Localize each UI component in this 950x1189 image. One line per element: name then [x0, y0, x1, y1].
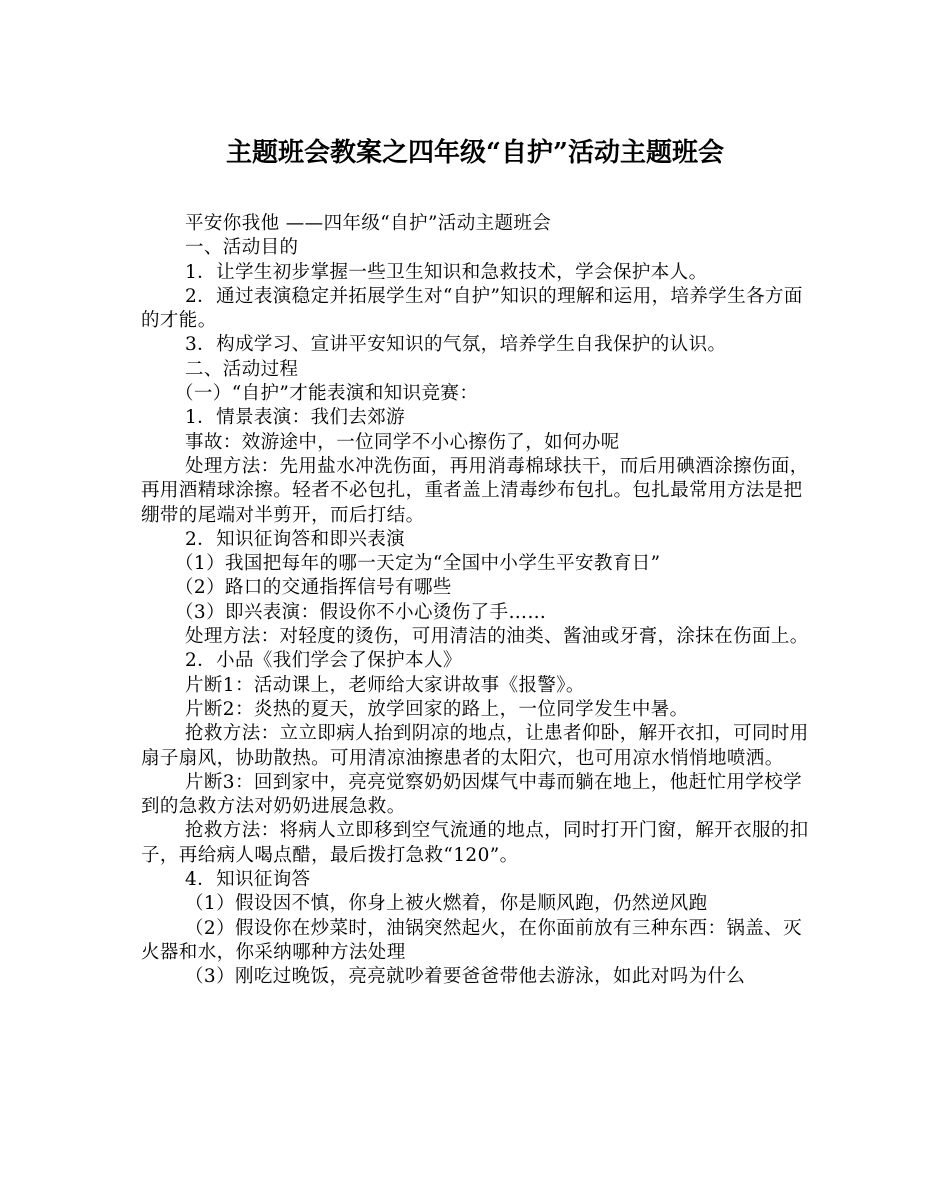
paragraph: （3）即兴表演：假设你不小心烫伤了手……: [175, 601, 547, 623]
paragraph: 片断3：回到家中，亮亮觉察奶奶因煤气中毒而躺在地上，他赶忙用学校学到的急救方法对奶奶进展急救。: [141, 771, 802, 818]
paragraph: （3）刚吃过晚饭，亮亮就吵着要爸爸带他去游泳，如此对吗为什么: [185, 966, 746, 988]
paragraph: 抢救方法：将病人立即移到空气流通的地点，同时打开门窗，解开衣服的扣子，再给病人喝点醋，最后拨打急救“120”。: [141, 820, 809, 866]
paragraph: 抢救方法：立立即病人抬到阴凉的地点，让患者仰卧，解开衣扣，可同时用扇子扇风，协助散热。可用清凉油擦患者的太阳穴，也可用凉水悄悄地喷洒。: [141, 723, 809, 769]
paragraph: 3．构成学习、宣讲平安知识的气氛，培养学生自我保护的认识。: [185, 334, 727, 356]
paragraph: 2．小品《我们学会了保护本人》: [185, 650, 462, 672]
paragraph: 4．知识征询答: [185, 869, 311, 891]
paragraph: 平安你我他 ——四年级“自护”活动主题班会: [185, 213, 552, 234]
paragraph: 1．让学生初步掌握一些卫生知识和急救技术，学会保护本人。: [185, 261, 708, 283]
document-title: 主题班会教案之四年级“自护”活动主题班会: [226, 138, 724, 168]
paragraph: 2．知识征询答和即兴表演: [185, 528, 406, 550]
paragraph: 处理方法：对轻度的烫伤，可用清洁的油类、酱油或牙膏，涂抹在伤面上。: [185, 626, 809, 648]
paragraph: （2）路口的交通指挥信号有哪些: [175, 577, 452, 599]
paragraph: 处理方法：先用盐水冲洗伤面，再用消毒棉球扶干，而后用碘酒涂擦伤面，再用酒精球涂擦。轻者不必包扎，重者盖上清毒纱布包扎。包扎最常用方法是把绷带的尾端对半剪开，而后打结。: [141, 455, 809, 526]
document-body: [141, 212, 811, 990]
paragraph: 2．通过表演稳定并拓展学生对“自护”知识的理解和运用，培养学生各方面的才能。: [141, 285, 803, 332]
paragraph: （1）我国把每年的哪一天定为“全国中小学生平安教育日”: [175, 553, 661, 575]
paragraph: 事故：效游途中，一位同学不小心擦伤了，如何办呢: [185, 431, 620, 453]
paragraph: 片断2：炎热的夏天，放学回家的路上，一位同学发生中暑。: [185, 698, 689, 720]
paragraph: （一）“自护”才能表演和知识竞赛：: [175, 383, 479, 405]
paragraph: 一、活动目的: [185, 237, 299, 259]
paragraph: （2）假设你在炒菜时，油锅突然起火，在你面前放有三种东西：锅盖、灭火器和水，你采纳哪种方法处理: [141, 917, 802, 963]
paragraph: 片断1：活动课上，老师给大家讲故事《报警》。: [185, 674, 585, 696]
paragraph: 二、活动过程: [185, 358, 299, 380]
paragraph: （1）假设因不慎，你身上被火燃着，你是顺风跑，仍然逆风跑: [185, 893, 708, 915]
paragraph: 1．情景表演：我们去郊游: [185, 407, 406, 429]
